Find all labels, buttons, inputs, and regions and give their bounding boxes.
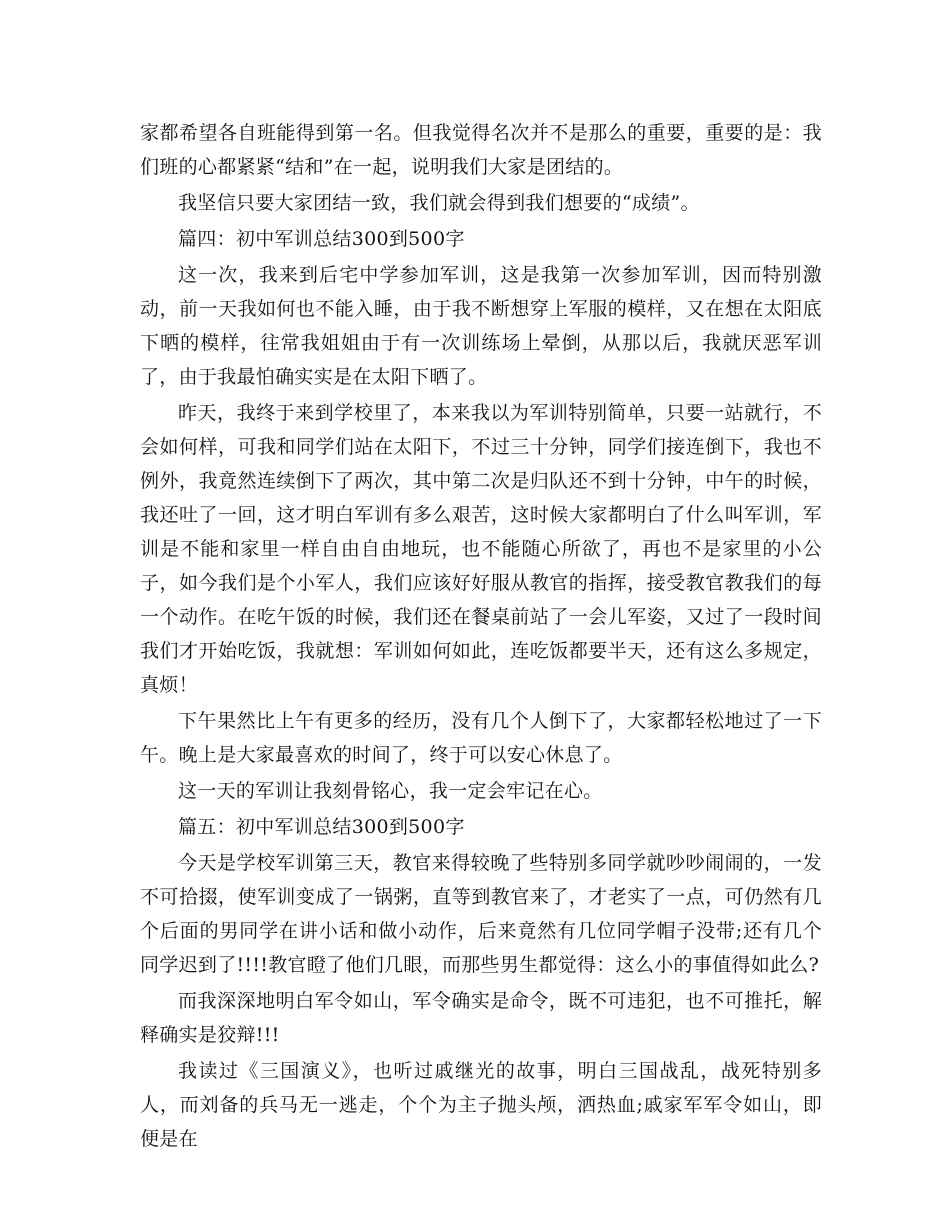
paragraph-5: 下午果然比上午有更多的经历，没有几个人倒下了，大家都轻松地过了一下午。晚上是大家最喜欢的时间了，终于可以安心休息了。 <box>140 710 822 766</box>
paragraph-3: 这一次，我来到后宅中学参加军训，这是我第一次参加军训，因而特别激动，前一天我如何也不能入睡，由于我不断想穿上军服的模样，又在想在太阳底下晒的模样，往常我姐姐由于有一次训练场上晕倒，从那以后，我就厌恶军训了，由于我最怕确实实是在太阳下晒了。 <box>140 264 822 388</box>
paragraph-6: 这一天的军训让我刻骨铭心，我一定会牢记在心。 <box>178 780 603 802</box>
paragraph-4: 昨天，我终于来到学校里了，本来我以为军训特别简单，只要一站就行，不会如何样，可我和同学们站在太阳下，不过三十分钟，同学们接连倒下，我也不例外，我竟然连续倒下了两次，其中第二次是归队还不到十分钟，中午的时候，我还吐了一回，这才明白军训有多么艰苦，这时候大家都明白了什么叫军训，军训是不能和家里一样自由自由地玩，也不能随心所欲了，再也不是家里的小公子，如今我们是个小军人，我们应该好好服从教官的指挥，接受教官教我们的每一个动作。在吃午饭的时候，我们还在餐桌前站了一会儿军姿，又过了一段时间我们才开始吃饭，我就想：军训如何如此，连吃饭都要半天，还有这么多规定，真烦！ <box>140 402 822 696</box>
paragraph-1: 家都希望各自班能得到第一名。但我觉得名次并不是那么的重要，重要的是：我们班的心都紧紧“结和”在一起，说明我们大家是团结的。 <box>140 122 822 178</box>
paragraph-7: 今天是学校军训第三天，教官来得较晚了些特别多同学就吵吵闹闹的，一发不可拾掇，使军训变成了一锅粥，直等到教官来了，才老实了一点，可仍然有几个后面的男同学在讲小话和做小动作，后来竟然有几位同学帽子没带;还有几个同学迟到了!!!!教官瞪了他们几眼，而那些男生都觉得：这么小的事值得如此么? <box>140 852 822 976</box>
paragraph-8: 而我深深地明白军令如山，军令确实是命令，既不可违犯，也不可推托，解释确实是狡辩!!! <box>140 990 822 1046</box>
paragraph-9: 我读过《三国演义》，也听过戚继光的故事，明白三国战乱，战死特别多人，而刘备的兵马无一逃走，个个为主子抛头颅，洒热血;戚家军军令如山，即便是在 <box>140 1060 822 1150</box>
paragraph-2: 我坚信只要大家团结一致，我们就会得到我们想要的“成绩”。 <box>178 192 700 214</box>
section-heading-4: 篇四：初中军训总结300到500字 <box>178 228 465 250</box>
section-heading-5: 篇五：初中军训总结300到500字 <box>178 816 465 838</box>
